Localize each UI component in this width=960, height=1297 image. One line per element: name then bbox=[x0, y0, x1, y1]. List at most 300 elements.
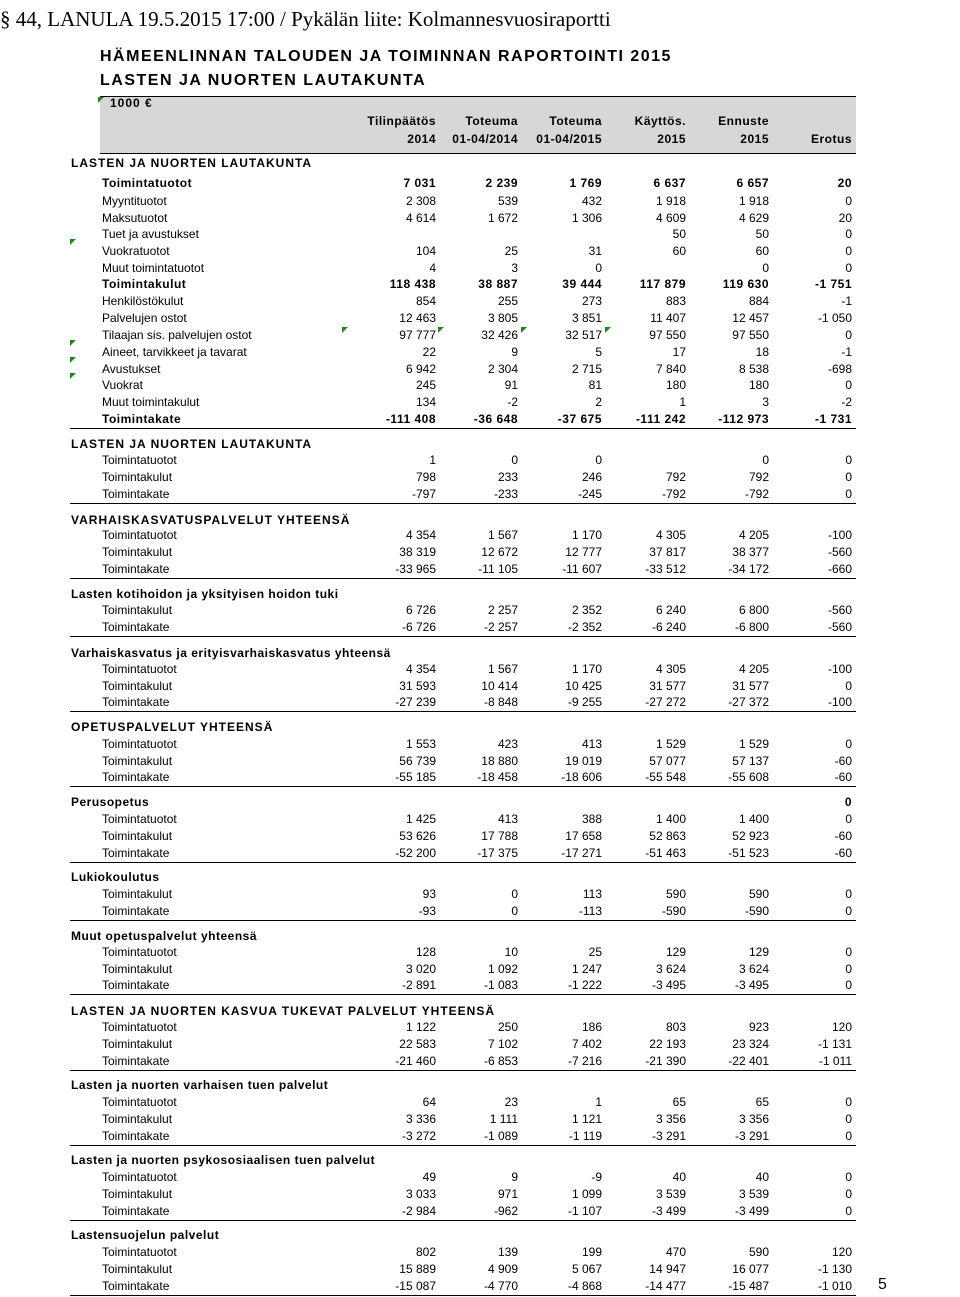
value-cell: 19 019 bbox=[565, 754, 602, 768]
value-cell: -51 463 bbox=[645, 846, 686, 860]
value-cell: 4 bbox=[429, 261, 436, 275]
table-row bbox=[0, 544, 960, 561]
value-cell: -3 272 bbox=[401, 1129, 436, 1143]
value-cell: -60 bbox=[834, 846, 852, 860]
value-cell: -111 408 bbox=[385, 412, 436, 426]
value-cell: 65 bbox=[755, 1095, 769, 1109]
table-row bbox=[0, 753, 960, 770]
value-cell: 56 739 bbox=[399, 754, 436, 768]
row-label: Tuet ja avustukset bbox=[102, 227, 199, 241]
value-cell: 129 bbox=[748, 945, 769, 959]
value-cell: 31 bbox=[588, 244, 602, 258]
row-label: Toimintakate bbox=[102, 978, 170, 992]
section-header-row bbox=[0, 155, 960, 172]
value-cell: 91 bbox=[504, 378, 518, 392]
value-cell: 25 bbox=[504, 244, 518, 258]
value-cell: 199 bbox=[581, 1245, 602, 1259]
value-cell: -36 648 bbox=[473, 412, 518, 426]
value-cell: 1 529 bbox=[738, 737, 769, 751]
value-cell: 388 bbox=[581, 812, 602, 826]
value-cell: 590 bbox=[748, 1245, 769, 1259]
comment-flag-icon bbox=[98, 97, 104, 103]
value-cell: -14 477 bbox=[645, 1279, 686, 1293]
row-label: Lukiokoulutus bbox=[71, 870, 160, 884]
value-cell: 1 092 bbox=[487, 962, 518, 976]
value-cell: 12 457 bbox=[732, 311, 769, 325]
value-cell: 97 550 bbox=[732, 328, 769, 342]
value-cell: 4 629 bbox=[738, 211, 769, 225]
value-cell: -962 bbox=[493, 1204, 518, 1218]
value-cell: -1 130 bbox=[817, 1262, 852, 1276]
row-label: Avustukset bbox=[102, 362, 161, 376]
value-cell: 5 067 bbox=[571, 1262, 602, 1276]
table-row bbox=[0, 175, 960, 192]
value-cell: 1 769 bbox=[569, 176, 602, 190]
value-cell: 6 942 bbox=[405, 362, 436, 376]
table-row bbox=[0, 1261, 960, 1278]
value-cell: 50 bbox=[672, 227, 686, 241]
value-cell: 14 947 bbox=[649, 1262, 686, 1276]
value-cell: -18 606 bbox=[561, 770, 602, 784]
row-label: Toimintakate bbox=[102, 770, 170, 784]
value-cell: 1 553 bbox=[405, 737, 436, 751]
value-cell: 23 bbox=[504, 1095, 518, 1109]
value-cell: -245 bbox=[577, 487, 602, 501]
value-cell: 97 550 bbox=[649, 328, 686, 342]
value-cell: 4 205 bbox=[738, 528, 769, 542]
unit-label: 1000 € bbox=[110, 96, 153, 110]
value-cell: -52 200 bbox=[395, 846, 436, 860]
row-label: LASTEN JA NUORTEN KASVUA TUKEVAT PALVELUT YHTEENSÄ bbox=[71, 1004, 496, 1018]
value-cell: -15 087 bbox=[395, 1279, 436, 1293]
value-cell: 923 bbox=[748, 1020, 769, 1034]
value-cell: -93 bbox=[418, 904, 436, 918]
column-header-6-bottom: Erotus bbox=[810, 132, 852, 146]
comment-flag-icon bbox=[438, 327, 444, 333]
value-cell: 0 bbox=[511, 904, 518, 918]
value-cell: -51 523 bbox=[728, 846, 769, 860]
value-cell: -1 010 bbox=[817, 1279, 852, 1293]
value-cell: 7 031 bbox=[403, 176, 436, 190]
row-divider bbox=[70, 636, 856, 637]
value-cell: -792 bbox=[661, 487, 686, 501]
value-cell: 3 624 bbox=[738, 962, 769, 976]
row-label: Toimintatuotot bbox=[102, 1245, 177, 1259]
value-cell: 0 bbox=[845, 1170, 852, 1184]
value-cell: 22 bbox=[422, 345, 436, 359]
value-cell: 802 bbox=[415, 1245, 436, 1259]
row-label: Toimintatuotot bbox=[102, 176, 193, 190]
value-cell: 3 805 bbox=[487, 311, 518, 325]
row-label: OPETUSPALVELUT YHTEENSÄ bbox=[71, 720, 274, 734]
value-cell: 8 538 bbox=[738, 362, 769, 376]
value-cell: 0 bbox=[845, 194, 852, 208]
row-label: Toimintatuotot bbox=[102, 662, 177, 676]
value-cell: 134 bbox=[415, 395, 436, 409]
row-label: Lasten ja nuorten varhaisen tuen palvelut bbox=[71, 1078, 329, 1092]
comment-flag-icon bbox=[342, 327, 348, 333]
value-cell: 12 463 bbox=[399, 311, 436, 325]
value-cell: 118 438 bbox=[389, 277, 436, 291]
value-cell: 792 bbox=[748, 470, 769, 484]
value-cell: 119 630 bbox=[722, 277, 769, 291]
value-cell: 0 bbox=[845, 887, 852, 901]
value-cell: -1 bbox=[841, 294, 852, 308]
row-label: Toimintakulut bbox=[102, 470, 173, 484]
value-cell: 233 bbox=[497, 470, 518, 484]
value-cell: 3 851 bbox=[571, 311, 602, 325]
value-cell: 4 354 bbox=[405, 528, 436, 542]
value-cell: 1 425 bbox=[405, 812, 436, 826]
row-label: LASTEN JA NUORTEN LAUTAKUNTA bbox=[71, 437, 313, 451]
value-cell: 93 bbox=[422, 887, 436, 901]
value-cell: 590 bbox=[748, 887, 769, 901]
table-row bbox=[0, 1111, 960, 1128]
value-cell: 1 672 bbox=[487, 211, 518, 225]
value-cell: -3 499 bbox=[734, 1204, 769, 1218]
value-cell: 0 bbox=[845, 812, 852, 826]
row-label: Toimintatuotot bbox=[102, 737, 177, 751]
row-label: Toimintakate bbox=[102, 562, 170, 576]
value-cell: -1 011 bbox=[818, 1054, 852, 1068]
value-cell: 7 840 bbox=[655, 362, 686, 376]
value-cell: 81 bbox=[588, 378, 602, 392]
column-header-1-bottom: 2014 bbox=[407, 132, 436, 146]
value-cell: -7 216 bbox=[567, 1054, 602, 1068]
value-cell: 3 033 bbox=[405, 1187, 436, 1201]
table-row bbox=[0, 243, 960, 260]
table-row bbox=[0, 1019, 960, 1036]
value-cell: 1 306 bbox=[571, 211, 602, 225]
section-header-row bbox=[0, 1077, 960, 1094]
row-label: Toimintakulut bbox=[102, 1112, 173, 1126]
value-cell: -2 984 bbox=[401, 1204, 436, 1218]
value-cell: 18 880 bbox=[481, 754, 518, 768]
table-row bbox=[0, 977, 960, 994]
value-cell: 854 bbox=[415, 294, 436, 308]
row-label: Aineet, tarvikkeet ja tavarat bbox=[102, 345, 247, 359]
value-cell: -100 bbox=[827, 662, 852, 676]
row-label: Toimintatuotot bbox=[102, 528, 177, 542]
value-cell: -2 257 bbox=[483, 620, 518, 634]
value-cell: 97 777 bbox=[399, 328, 436, 342]
value-cell: 1 bbox=[595, 1095, 602, 1109]
value-cell: -100 bbox=[827, 528, 852, 542]
section-header-row bbox=[0, 436, 960, 453]
value-cell: -2 bbox=[507, 395, 518, 409]
table-row bbox=[0, 469, 960, 486]
row-label: Maksutuotot bbox=[102, 211, 168, 225]
comment-flag-icon bbox=[70, 373, 76, 379]
row-label: Palvelujen ostot bbox=[102, 311, 187, 325]
row-label: VARHAISKASVATUSPALVELUT YHTEENSÄ bbox=[71, 513, 351, 527]
value-cell: 4 305 bbox=[655, 528, 686, 542]
row-label: Henkilöstökulut bbox=[102, 294, 184, 308]
value-cell: -660 bbox=[827, 562, 852, 576]
row-label: Toimintakulut bbox=[102, 1187, 173, 1201]
value-cell: 798 bbox=[415, 470, 436, 484]
value-cell: -22 401 bbox=[728, 1054, 769, 1068]
row-label: Varhaiskasvatus ja erityisvarhaiskasvatus yhteensä bbox=[71, 646, 391, 660]
value-cell: 4 609 bbox=[655, 211, 686, 225]
table-row bbox=[0, 561, 960, 578]
row-divider bbox=[70, 711, 856, 712]
row-label: Toimintakulut bbox=[102, 754, 173, 768]
table-row bbox=[0, 1053, 960, 1070]
value-cell: 52 863 bbox=[649, 829, 686, 843]
value-cell: 0 bbox=[845, 470, 852, 484]
value-cell: 3 539 bbox=[655, 1187, 686, 1201]
value-cell: 884 bbox=[748, 294, 769, 308]
column-header-2-bottom: 01-04/2014 bbox=[452, 132, 518, 146]
value-cell: 0 bbox=[762, 453, 769, 467]
value-cell: 6 637 bbox=[653, 176, 686, 190]
value-cell: -17 375 bbox=[477, 846, 518, 860]
table-row bbox=[0, 260, 960, 277]
value-cell: -18 458 bbox=[477, 770, 518, 784]
value-cell: 413 bbox=[497, 812, 518, 826]
page-number: 5 bbox=[878, 1276, 887, 1293]
row-label: Muut toimintatuotot bbox=[102, 261, 205, 275]
value-cell: 4 614 bbox=[405, 211, 436, 225]
value-cell: 273 bbox=[581, 294, 602, 308]
value-cell: -560 bbox=[827, 603, 852, 617]
value-cell: 64 bbox=[422, 1095, 436, 1109]
value-cell: 18 bbox=[755, 345, 769, 359]
row-label: Toimintakulut bbox=[102, 603, 173, 617]
section-header-row bbox=[0, 1152, 960, 1169]
value-cell: 0 bbox=[844, 795, 852, 809]
table-row bbox=[0, 828, 960, 845]
value-cell: 0 bbox=[845, 227, 852, 241]
value-cell: 6 240 bbox=[655, 603, 686, 617]
value-cell: 10 bbox=[504, 945, 518, 959]
table-row bbox=[0, 1203, 960, 1220]
row-divider bbox=[70, 862, 856, 863]
section-header-row bbox=[0, 928, 960, 945]
value-cell: 9 bbox=[511, 1170, 518, 1184]
table-row bbox=[0, 327, 960, 344]
value-cell: 4 305 bbox=[655, 662, 686, 676]
value-cell: 6 726 bbox=[405, 603, 436, 617]
value-cell: -1 751 bbox=[814, 277, 852, 291]
table-row bbox=[0, 944, 960, 961]
table-row bbox=[0, 411, 960, 428]
value-cell: 39 444 bbox=[562, 277, 602, 291]
value-cell: 1 111 bbox=[489, 1112, 518, 1126]
row-label: Toimintakate bbox=[102, 695, 170, 709]
value-cell: 792 bbox=[665, 470, 686, 484]
value-cell: 2 352 bbox=[571, 603, 602, 617]
value-cell: 3 336 bbox=[405, 1112, 436, 1126]
value-cell: 2 239 bbox=[485, 176, 518, 190]
value-cell: 3 356 bbox=[738, 1112, 769, 1126]
row-label: Toimintakulut bbox=[102, 1037, 173, 1051]
value-cell: -8 848 bbox=[483, 695, 518, 709]
value-cell: -27 272 bbox=[645, 695, 686, 709]
row-label: Toimintakulut bbox=[102, 829, 173, 843]
value-cell: 0 bbox=[845, 487, 852, 501]
value-cell: 0 bbox=[845, 945, 852, 959]
value-cell: -112 973 bbox=[718, 412, 769, 426]
value-cell: 1 918 bbox=[655, 194, 686, 208]
row-label: Vuokrat bbox=[102, 378, 143, 392]
row-divider bbox=[70, 994, 856, 995]
value-cell: 3 356 bbox=[655, 1112, 686, 1126]
value-cell: 1 121 bbox=[571, 1112, 602, 1126]
value-cell: 1 170 bbox=[571, 528, 602, 542]
value-cell: 17 658 bbox=[565, 829, 602, 843]
table-row bbox=[0, 845, 960, 862]
value-cell: -792 bbox=[744, 487, 769, 501]
value-cell: -6 240 bbox=[651, 620, 686, 634]
value-cell: 120 bbox=[831, 1245, 852, 1259]
value-cell: 40 bbox=[672, 1170, 686, 1184]
value-cell: 246 bbox=[581, 470, 602, 484]
value-cell: -17 271 bbox=[561, 846, 602, 860]
row-divider bbox=[70, 1295, 856, 1296]
column-header-5-bottom: 2015 bbox=[740, 132, 769, 146]
value-cell: 1 247 bbox=[571, 962, 602, 976]
table-row bbox=[0, 527, 960, 544]
value-cell: -590 bbox=[661, 904, 686, 918]
table-row bbox=[0, 293, 960, 310]
row-divider bbox=[70, 578, 856, 579]
value-cell: 0 bbox=[845, 1112, 852, 1126]
value-cell: -1 131 bbox=[817, 1037, 852, 1051]
row-label: Lastensuojelun palvelut bbox=[71, 1228, 220, 1242]
row-divider bbox=[70, 920, 856, 921]
value-cell: 2 715 bbox=[571, 362, 602, 376]
table-row bbox=[0, 811, 960, 828]
value-cell: 2 257 bbox=[487, 603, 518, 617]
section-header-row bbox=[0, 1227, 960, 1244]
row-label: Toimintakate bbox=[102, 1279, 170, 1293]
value-cell: 2 304 bbox=[487, 362, 518, 376]
value-cell: 10 414 bbox=[481, 679, 518, 693]
value-cell: 0 bbox=[845, 378, 852, 392]
value-cell: -1 089 bbox=[483, 1129, 518, 1143]
table-row bbox=[0, 394, 960, 411]
value-cell: -233 bbox=[493, 487, 518, 501]
table-row bbox=[0, 1186, 960, 1203]
value-cell: -9 255 bbox=[567, 695, 602, 709]
row-label: Toimintakulut bbox=[102, 1262, 173, 1276]
section-header-row bbox=[0, 794, 960, 811]
value-cell: -27 372 bbox=[728, 695, 769, 709]
column-header-3-top: Toteuma bbox=[549, 114, 602, 128]
section-header-row bbox=[0, 586, 960, 603]
value-cell: 22 583 bbox=[399, 1037, 436, 1051]
value-cell: 57 137 bbox=[732, 754, 769, 768]
table-row bbox=[0, 1169, 960, 1186]
value-cell: -9 bbox=[591, 1170, 602, 1184]
value-cell: 1 529 bbox=[655, 737, 686, 751]
value-cell: 0 bbox=[511, 887, 518, 901]
value-cell: 0 bbox=[595, 261, 602, 275]
comment-flag-icon bbox=[521, 327, 527, 333]
value-cell: 0 bbox=[762, 261, 769, 275]
value-cell: 2 bbox=[595, 395, 602, 409]
value-cell: -4 770 bbox=[483, 1279, 518, 1293]
value-cell: -21 460 bbox=[395, 1054, 436, 1068]
table-row bbox=[0, 661, 960, 678]
value-cell: 0 bbox=[845, 1187, 852, 1201]
row-label: Toimintakate bbox=[102, 904, 170, 918]
value-cell: -37 675 bbox=[557, 412, 602, 426]
value-cell: 20 bbox=[838, 211, 852, 225]
value-cell: 250 bbox=[497, 1020, 518, 1034]
value-cell: 423 bbox=[497, 737, 518, 751]
table-row bbox=[0, 1094, 960, 1111]
value-cell: 255 bbox=[497, 294, 518, 308]
value-cell: 186 bbox=[581, 1020, 602, 1034]
value-cell: -3 495 bbox=[651, 978, 686, 992]
value-cell: 49 bbox=[422, 1170, 436, 1184]
row-label: Muut toimintakulut bbox=[102, 395, 200, 409]
value-cell: -33 965 bbox=[395, 562, 436, 576]
value-cell: 52 923 bbox=[732, 829, 769, 843]
value-cell: 32 426 bbox=[481, 328, 518, 342]
value-cell: 2 308 bbox=[405, 194, 436, 208]
value-cell: -2 352 bbox=[567, 620, 602, 634]
value-cell: 0 bbox=[845, 328, 852, 342]
value-cell: 3 bbox=[762, 395, 769, 409]
row-label: Toimintakate bbox=[102, 412, 182, 426]
row-label: Toimintakate bbox=[102, 846, 170, 860]
row-label: LASTEN JA NUORTEN LAUTAKUNTA bbox=[71, 156, 313, 170]
value-cell: 10 425 bbox=[565, 679, 602, 693]
table-row bbox=[0, 961, 960, 978]
value-cell: 23 324 bbox=[732, 1037, 769, 1051]
value-cell: 60 bbox=[755, 244, 769, 258]
value-cell: 803 bbox=[665, 1020, 686, 1034]
value-cell: -797 bbox=[411, 487, 436, 501]
comment-flag-icon bbox=[70, 340, 76, 346]
row-label: Toimintakulut bbox=[102, 277, 187, 291]
value-cell: -1 119 bbox=[568, 1129, 602, 1143]
value-cell: 6 800 bbox=[738, 603, 769, 617]
table-row bbox=[0, 361, 960, 378]
value-cell: 0 bbox=[511, 453, 518, 467]
value-cell: 1 bbox=[679, 395, 686, 409]
section-header-row bbox=[0, 869, 960, 886]
value-cell: 0 bbox=[845, 962, 852, 976]
value-cell: 38 319 bbox=[399, 545, 436, 559]
value-cell: 0 bbox=[845, 737, 852, 751]
value-cell: -55 185 bbox=[395, 770, 436, 784]
row-divider bbox=[70, 1145, 856, 1146]
value-cell: -698 bbox=[827, 362, 852, 376]
row-label: Lasten kotihoidon ja yksityisen hoidon tuki bbox=[71, 587, 339, 601]
value-cell: -3 291 bbox=[651, 1129, 686, 1143]
table-row bbox=[0, 377, 960, 394]
value-cell: 22 193 bbox=[649, 1037, 686, 1051]
value-cell: -100 bbox=[827, 695, 852, 709]
row-label: Toimintakate bbox=[102, 1204, 170, 1218]
value-cell: -2 bbox=[841, 395, 852, 409]
value-cell: 40 bbox=[755, 1170, 769, 1184]
value-cell: 129 bbox=[665, 945, 686, 959]
value-cell: 9 bbox=[511, 345, 518, 359]
value-cell: 1 400 bbox=[655, 812, 686, 826]
value-cell: -6 726 bbox=[401, 620, 436, 634]
value-cell: 11 407 bbox=[650, 311, 686, 325]
table-row bbox=[0, 619, 960, 636]
value-cell: 180 bbox=[665, 378, 686, 392]
value-cell: -21 390 bbox=[645, 1054, 686, 1068]
row-label: Toimintatuotot bbox=[102, 945, 177, 959]
